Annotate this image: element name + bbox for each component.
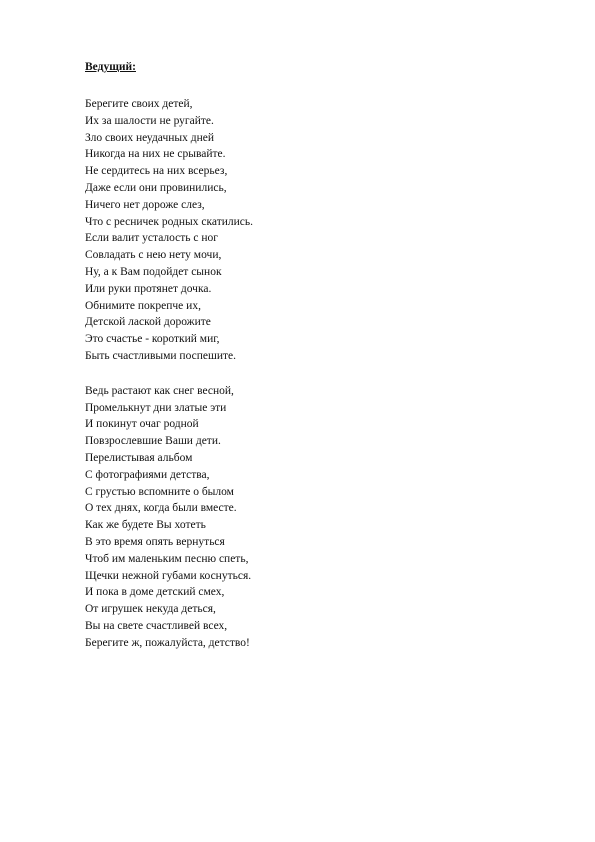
poem-line: И пока в доме детский смех, [85, 586, 225, 599]
poem-line: Их за шалости не ругайте. [85, 114, 214, 127]
poem-line: С грустью вспомните о былом [85, 485, 234, 498]
poem-line: Ну, а к Вам подойдет сынок [85, 265, 222, 278]
poem-line: Ведь растают как снег весной, [85, 384, 234, 397]
poem-line: И покинут очаг родной [85, 418, 199, 431]
poem-line: О тех днях, когда были вместе. [85, 502, 237, 515]
poem-line: Берегите своих детей, [85, 98, 193, 110]
poem-line: В это время опять вернуться [85, 535, 225, 548]
poem-line: Берегите ж, пожалуйста, детство! [85, 636, 250, 649]
poem-line: Не сердитесь на них всерьез, [85, 165, 228, 178]
poem-line: Чтоб им маленьким песню спеть, [85, 552, 249, 565]
poem-line: От игрушек некуда деться, [85, 603, 216, 616]
speaker-heading: Ведущий: [85, 61, 136, 73]
poem-line: Повзрослевшие Ваши дети. [85, 435, 221, 448]
poem-line: Зло своих неудачных дней [85, 131, 215, 144]
poem-line: Если валит усталость с ног [85, 232, 219, 245]
poem-line: Совладать с нею нету мочи, [85, 249, 222, 262]
poem-line: Вы на свете счастливей всех, [85, 619, 228, 632]
poem-line: Это счастье - короткий миг, [85, 333, 220, 346]
poem-line: Быть счастливыми поспешите. [85, 349, 237, 362]
poem-line: Как же будете Вы хотеть [85, 519, 206, 532]
poem-line: Детской лаской дорожите [85, 316, 211, 329]
poem-line: Щечки нежной губами коснуться. [85, 569, 252, 582]
stanza-2 [85, 383, 525, 652]
poem-line: С фотографиями детства, [85, 468, 210, 481]
poem-line: Никогда на них не срывайте. [85, 148, 226, 161]
poem-content [85, 60, 525, 670]
poem-line: Или руки протянет дочка. [85, 282, 212, 295]
poem-line: Промелькнут дни златые эти [85, 401, 227, 414]
poem-line: Даже если они провинились, [85, 181, 227, 194]
poem-line: Обнимите покрепче их, [85, 299, 201, 312]
poem-line: Перелистывая альбом [85, 451, 193, 464]
stanza-1 [85, 96, 525, 365]
poem-line: Что с ресничек родных скатились. [85, 215, 254, 228]
poem-line: Ничего нет дороже слез, [85, 198, 205, 211]
